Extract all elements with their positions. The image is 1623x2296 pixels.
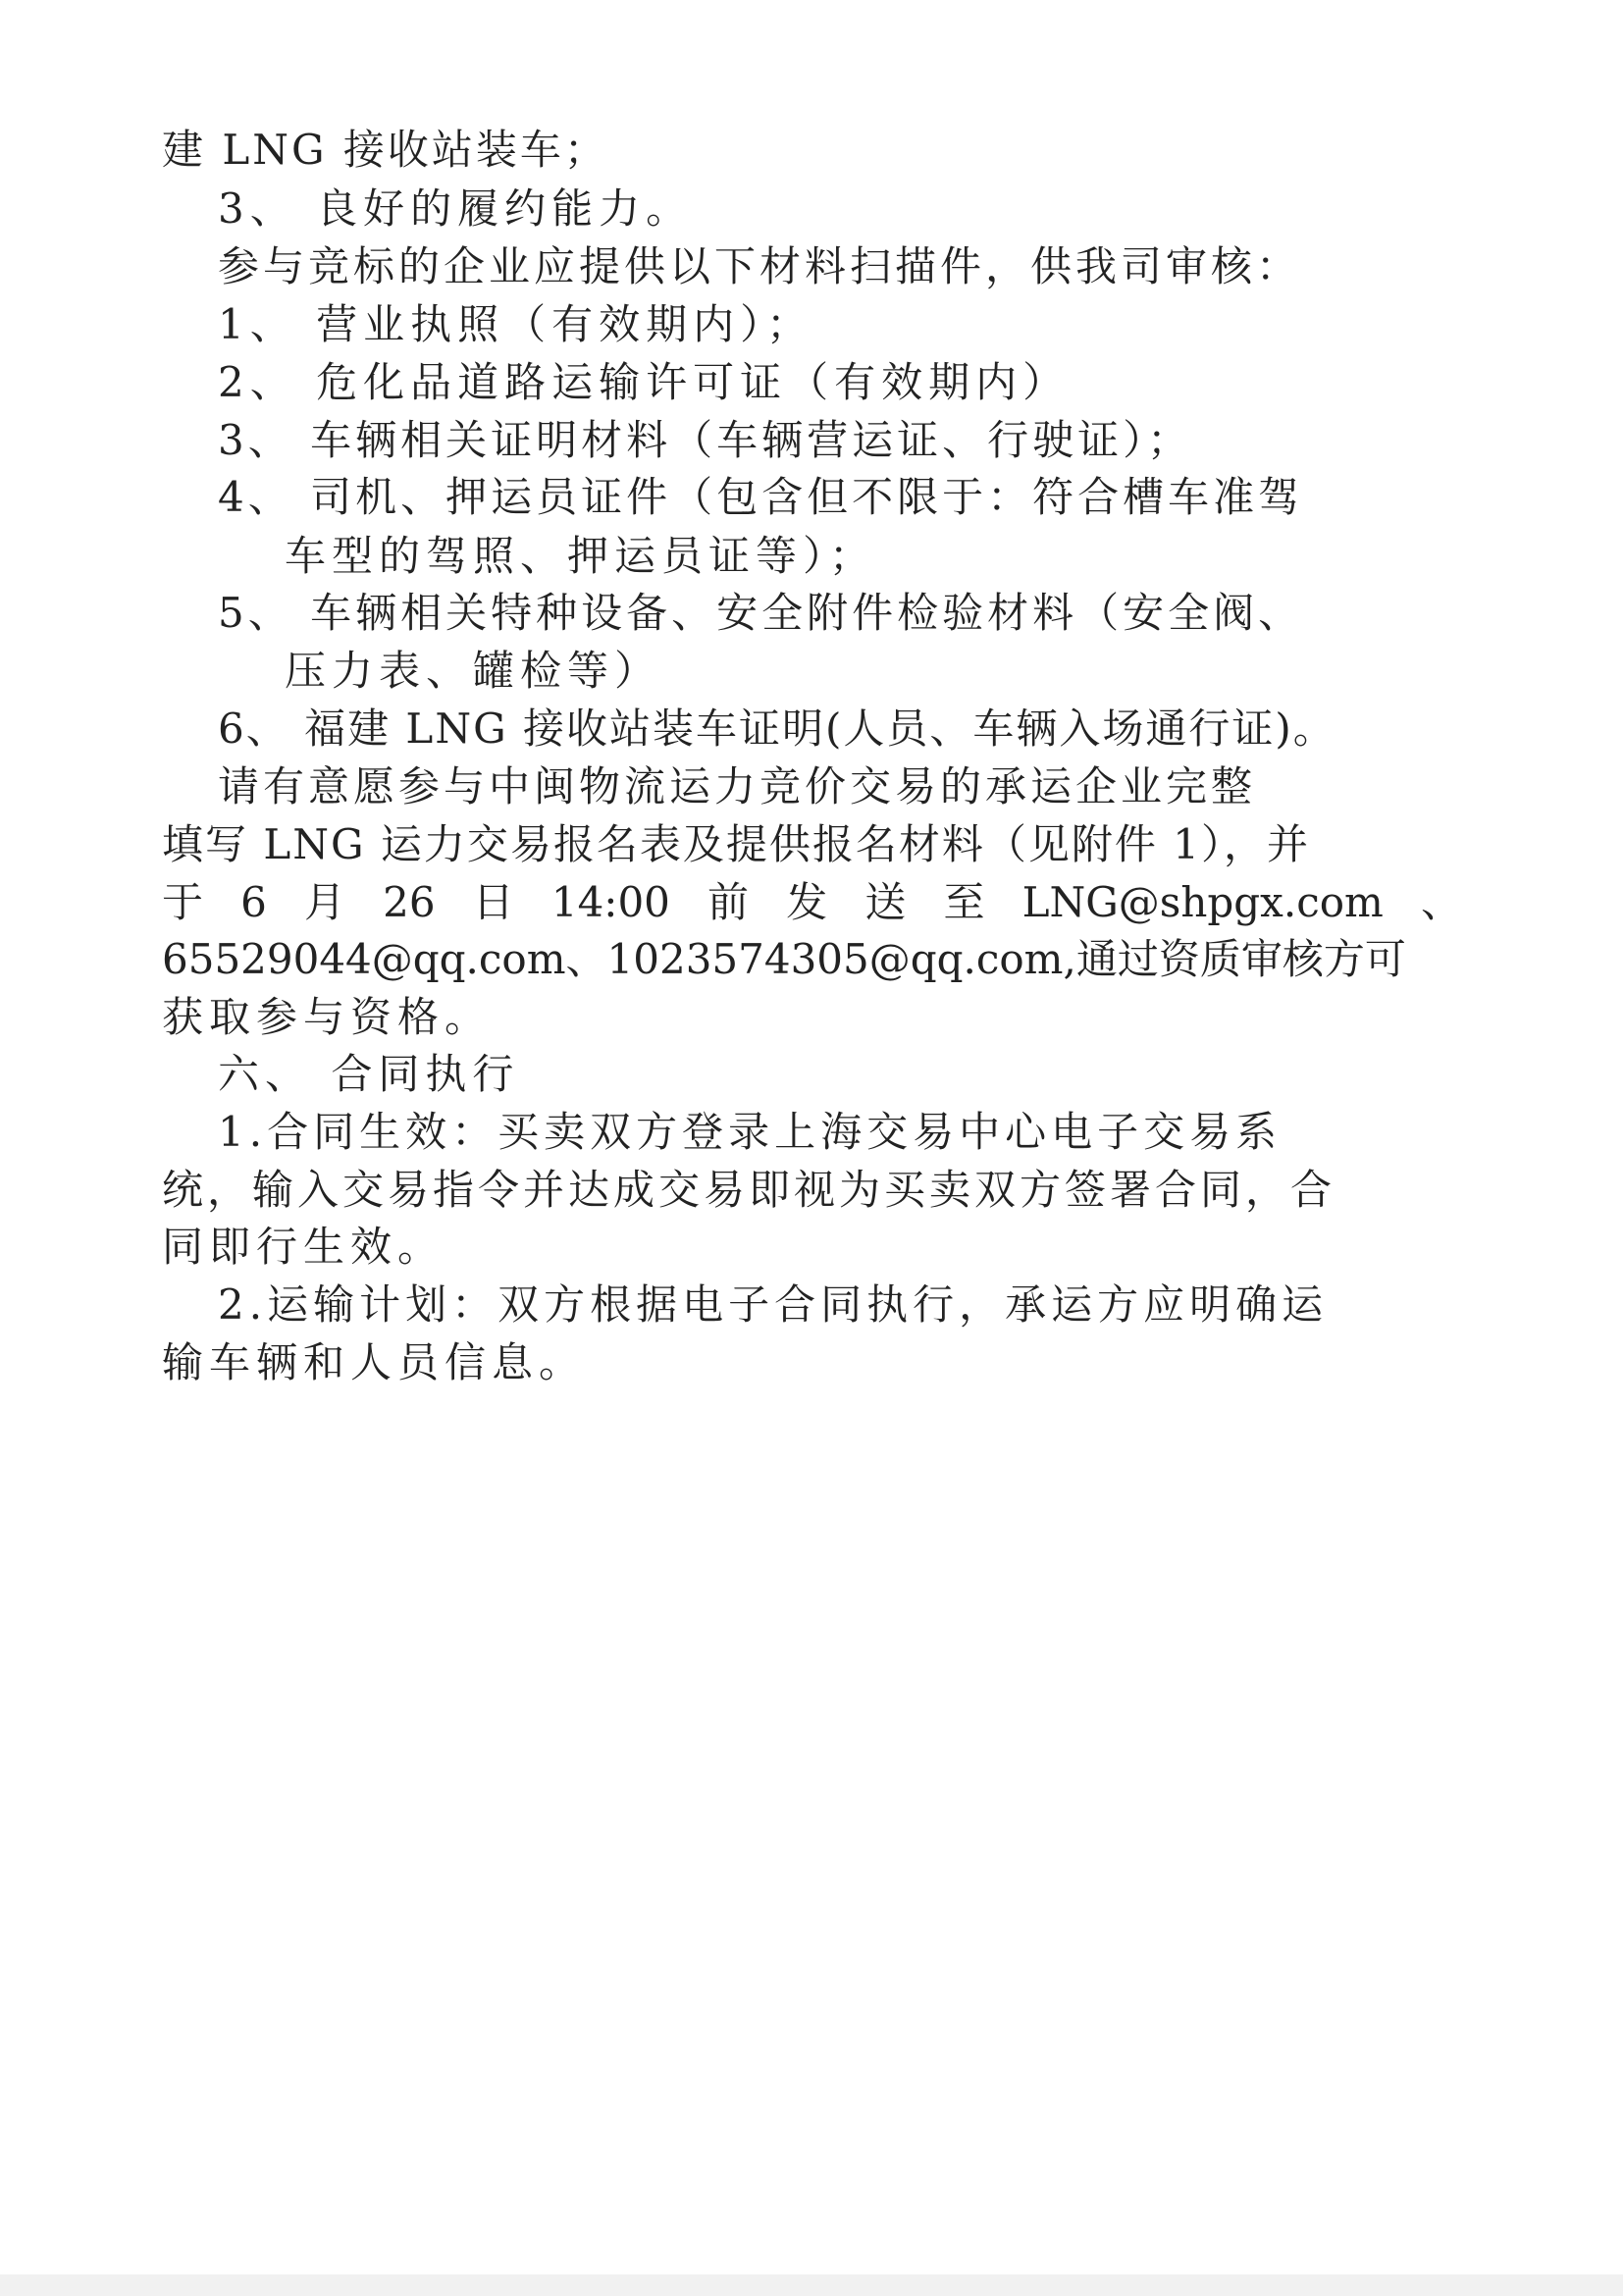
text-line: 输车辆和人员信息。 — [162, 1338, 587, 1386]
text-line: 1.合同生效：买卖双方登录上海交易中心电子交易系 — [218, 1108, 1283, 1156]
text-line: 65529044@qq.com、1023574305@qq.com,通过资质审核方可 — [162, 935, 1406, 983]
text-word: 26 — [383, 878, 436, 926]
text-word: 送 — [864, 878, 907, 926]
text-line: 3、 良好的履约能力。 — [218, 184, 694, 233]
text-word: 于 — [162, 878, 204, 926]
text-word: 发 — [786, 878, 828, 926]
text-word: 月 — [304, 878, 346, 926]
text-line: 压力表、罐检等） — [285, 647, 662, 695]
text-line: 建 LNG 接收站装车； — [162, 126, 608, 174]
text-line: 同即行生效。 — [162, 1223, 445, 1271]
text-line: 2.运输计划：双方根据电子合同执行，承运方应明确运 — [218, 1280, 1329, 1329]
text-line: 请有意愿参与中闽物流运力竞价交易的承运企业完整 — [218, 762, 1257, 810]
text-line: 获取参与资格。 — [162, 993, 493, 1041]
text-word: 至 — [943, 878, 985, 926]
section-heading: 六、 合同执行 — [218, 1050, 520, 1098]
text-line: 统，输入交易指令并达成交易即视为买卖双方签署合同，合 — [162, 1166, 1336, 1214]
text-line-justified — [162, 878, 1462, 926]
text-word: 14:00 — [550, 878, 670, 926]
text-word: 、 — [1420, 878, 1462, 926]
text-word: 日 — [472, 878, 514, 926]
text-line: 6、 福建 LNG 接收站装车证明(人员、车辆入场通行证)。 — [218, 704, 1336, 753]
text-line: 4、 司机、押运员证件（包含但不限于：符合槽车准驾 — [218, 473, 1304, 521]
text-line: 3、 车辆相关证明材料（车辆营运证、行驶证）； — [218, 416, 1193, 464]
text-line: 参与竞标的企业应提供以下材料扫描件，供我司审核： — [218, 242, 1302, 290]
text-word: 6 — [240, 878, 267, 926]
text-line: 2、 危化品道路运输许可证（有效期内） — [218, 358, 1071, 406]
text-line: 5、 车辆相关特种设备、安全附件检验材料（安全阀、 — [218, 589, 1304, 637]
text-line: 填写 LNG 运力交易报名表及提供报名材料（见附件 1），并 — [162, 820, 1310, 868]
text-line: 1、 营业执照（有效期内）； — [218, 300, 814, 348]
email-text: LNG@shpgx.com — [1021, 878, 1384, 926]
text-line: 车型的驾照、押运员证等）； — [285, 532, 877, 580]
scan-edge — [0, 2274, 1623, 2296]
text-word: 前 — [707, 878, 750, 926]
